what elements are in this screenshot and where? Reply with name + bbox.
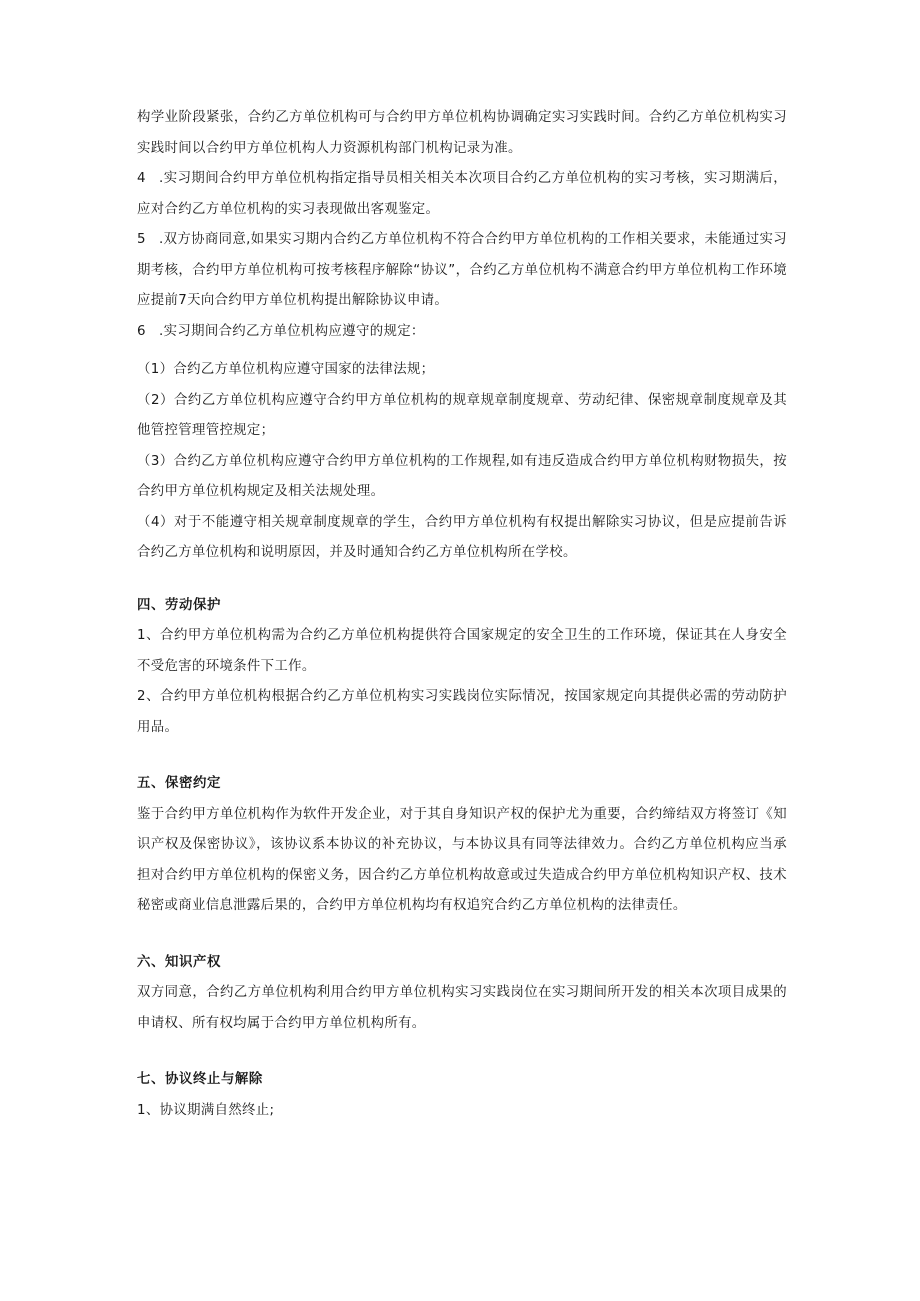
clause-6-text: .实习期间合约乙方单位机构应遵守的规定： [159,323,425,339]
spacer [137,569,787,591]
section-4-item-2: 2、合约甲方单位机构根据合约乙方单位机构实习实践岗位实际情况，按国家规定向其提供必需的劳动防护用品。 [137,689,787,735]
clause-4 [137,164,787,225]
spacer [137,922,787,948]
rule-2: （2）合约乙方单位机构应遵守合约甲方单位机构的规章规章制度规章、劳动纪律、保密规章制度规章及其他管控管理管控规定； [137,392,787,438]
clause-5 [137,225,787,317]
spacer [137,743,787,769]
rule-4: （4）对于不能遵守相关规章制度规章的学生，合约甲方单位机构有权提出解除实习协议，但是应提前告诉合约乙方单位机构和说明原因，并及时通知合约乙方单位机构所在学校。 [137,514,787,560]
clause-6-number: 6 [137,323,146,339]
spacer [137,347,787,355]
section-7-item-1: 1、协议期满自然终止; [137,1102,275,1118]
document-page [137,103,787,1126]
section-6-heading: 六、知识产权 [137,954,221,970]
section-7-heading: 七、协议终止与解除 [137,1072,263,1087]
clause-4-text: .实习期间合约甲方单位机构指定指导员相关相关本次项目合约乙方单位机构的实习考核，实习期满后，应对合约乙方单位机构的实习表现做出客观鉴定。 [137,171,787,217]
rule-3: （3）合约乙方单位机构应遵守合约甲方单位机构的工作规程,如有违反造成合约甲方单位机构财物损失，按合约甲方单位机构规定及相关法规处理。 [137,453,787,499]
section-5-body: 鉴于合约甲方单位机构作为软件开发企业，对于其自身知识产权的保护尤为重要，合约缔结双方将签订《知识产权及保密协议》，该协议系本协议的补充协议，与本协议具有同等法律效力。合约乙方单位机构应当承担对合约甲方单位机构的保密义务，因合约乙方单位机构故意或过失造成合约甲方单位机构知识产权、技术秘密或商业信息泄露后果的，合约甲方单位机构均有权追究合约乙方单位机构的法律责任。 [137,806,787,913]
clause-6 [137,317,787,348]
rule-1: （1）合约乙方单位机构应遵守国家的法律法规； [137,362,435,377]
section-4-item-1: 1、合约甲方单位机构需为合约乙方单位机构提供符合国家规定的安全卫生的工作环境，保证其在人身安全不受危害的环境条件下工作。 [137,628,787,674]
section-4-heading: 四、劳动保护 [137,597,221,613]
clause-5-number: 5 [137,232,146,247]
clause-5-text: .双方协商同意,如果实习期内合约乙方单位机构不符合合约甲方单位机构的工作相关要求，未能通过实习期考核，合约甲方单位机构可按考核程序解除“协议”，合约乙方单位机构不满意合约甲方单位机构工作环境应提前7天向合约甲方单位机构提出解除协议申请。 [137,232,787,308]
clause-4-number: 4 [137,171,146,186]
section-6-body: 双方同意，合约乙方单位机构利用合约甲方单位机构实习实践岗位在实习期间所开发的相关本次项目成果的申请权、所有权均属于合约甲方单位机构所有。 [137,985,787,1031]
paragraph-continued: 构学业阶段紧张，合约乙方单位机构可与合约甲方单位机构协调确定实习实践时间。合约乙方单位机构实习实践时间以合约甲方单位机构人力资源机构部门机构记录为准。 [137,110,787,156]
spacer [137,1039,787,1065]
section-5-heading: 五、保密约定 [137,776,221,791]
